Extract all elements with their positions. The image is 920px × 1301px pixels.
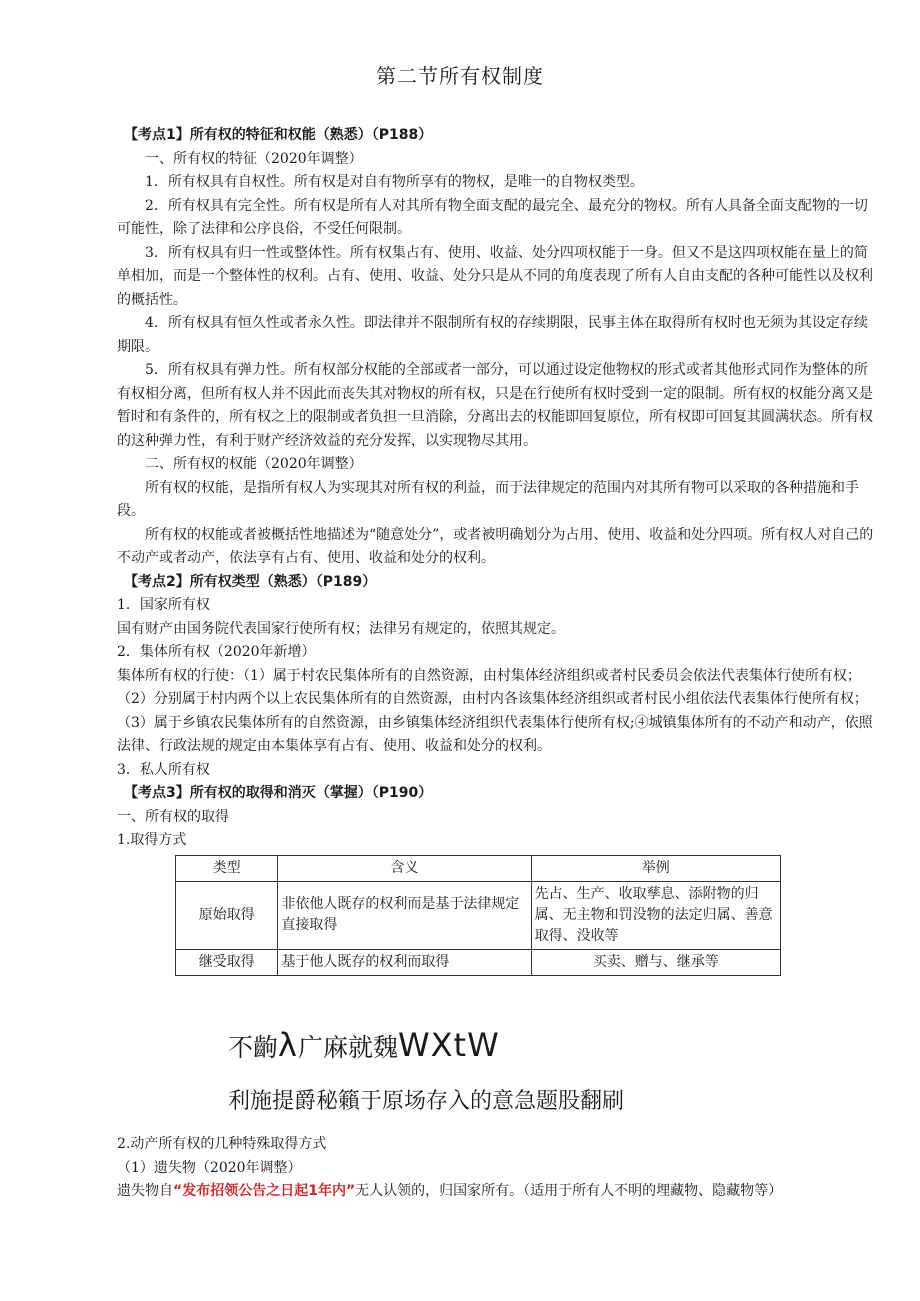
table-header-cell: 类型 <box>176 855 278 881</box>
paragraph-1: 1．所有权具有自权性。所有权是对自有物所享有的物权，是唯一的自物权类型。 <box>145 174 644 190</box>
tail-text <box>117 1133 897 1204</box>
paragraph-7: 所有权的权能或者被概括性地描述为“随意处分”，或者被明确划分为占用、使用、收益和处分四项。所有权人对自己的不动产或者动产，依法享有占有、使用、收益和处分的权利。 <box>117 526 874 566</box>
table-header-cell: 含义 <box>278 855 531 881</box>
table-row <box>176 881 781 949</box>
lost-property-heading: （1）遗失物（2020年调整） <box>117 1159 302 1176</box>
paragraph-9: 集体所有权的行使：（1）属于村农民集体所有的自然资源，由村集体经济组织或者村民委员会依法代表集体行使所有权；（2）分别属于村内两个以上农民集体所有的自然资源，由村内各该集体经济组织或者村民小组依法代表集体行使所有权；（3）属于乡镇农民集体所有的自然资源，由乡镇集体经济组织代表集体行使所有权;④城镇集体所有的不动产和动产，依照法律、行政法规的规定由本集体享有占有、使用、收益和处分的权利。 <box>117 667 873 754</box>
paragraph-3: 3．所有权具有归一性或整体性。所有权集占有、使用、收益、处分四项权能于一身。但又不是这四项权能在量上的简单相加，而是一个整体性的权利。占有、使用、收益、处分只是从不同的角度表现了所有人自由支配的各种可能性以及权利的概括性。 <box>117 244 873 308</box>
page-title: 第二节所有权制度 <box>376 64 544 88</box>
garbled-fragment: 广麻就魏 <box>297 1033 398 1062</box>
paragraph-2: 2．所有权具有完全性。所有权是所有人对其所有物全面支配的最完全、最充分的物权。所有人具备全面支配物的一切可能性，除了法律和公序良俗，不受任何限制。 <box>117 197 868 237</box>
type2-heading: 2．集体所有权（2020年新增） <box>117 644 316 660</box>
table-cell: 继受取得 <box>176 949 278 975</box>
kp1-heading: 【考点1】所有权的特征和权能（熟悉）（P188） <box>124 127 433 143</box>
lost-property-paragraph <box>117 1180 897 1204</box>
table-header-cell: 举例 <box>531 855 780 881</box>
garbled-fragment: 不齣 <box>228 1033 279 1062</box>
section3-subheading: 1.取得方式 <box>117 832 187 848</box>
table-cell: 买卖、赠与、继承等 <box>531 949 780 975</box>
table-cell: 基于他人既存的权利而取得 <box>278 949 531 975</box>
special-acquisition-heading: 2.动产所有权的几种特殊取得方式 <box>117 1136 327 1152</box>
section1-heading: 一、所有权的特征（2020年调整） <box>145 150 363 167</box>
type1-heading: 1．国家所有权 <box>117 597 210 613</box>
body-text <box>117 124 879 976</box>
garbled-fragment: λ <box>278 1026 298 1064</box>
paragraph-text: 无人认领的，归国家所有。（适用于所有人不明的埋藏物、隐藏物等） <box>355 1183 783 1199</box>
table-cell: 先占、生产、收取孳息、添附物的归属、无主物和罚没物的法定归属、善意取得、没收等 <box>531 881 780 949</box>
paragraph-4: 4．所有权具有恒久性或者永久性。即法律并不限制所有权的存续期限，民事主体在取得所有权时也无须为其设定存续期限。 <box>117 315 868 355</box>
kp3-heading: 【考点3】所有权的取得和消灭（掌握）（P190） <box>124 785 433 801</box>
kp2-heading: 【考点2】所有权类型（熟悉）（P189） <box>124 573 377 590</box>
table-header-row <box>176 855 781 881</box>
table-row <box>176 949 781 975</box>
table-cell: 原始取得 <box>176 881 278 949</box>
paragraph-text: 遗失物自 <box>117 1183 173 1199</box>
table-cell: 非依他人既存的权利而是基于法律规定直接取得 <box>278 881 531 949</box>
garbled-text-line-1 <box>228 1026 500 1064</box>
type3-heading: 3．私人所有权 <box>117 761 210 778</box>
paragraph-6: 所有权的权能，是指所有权人为实现其对所有权的利益，而于法律规定的范围内对其所有物可以采取的各种措施和手段。 <box>117 479 859 519</box>
garbled-fragment: WXtW <box>397 1026 500 1064</box>
paragraph-5: 5．所有权具有弹力性。所有权部分权能的全部或者一部分，可以通过设定他物权的形式或者其他形式同作为整体的所有权相分离，但所有权人并不因此而丧失其对物权的所有权，只是在行使所有权时受到一定的限制。所有权的权能分离又是暂时和有条件的，所有权之上的限制或者负担一旦消除，分离出去的权能即回复原位，所有权即可回复其圆满状态。所有权的这种弹力性，有利于财产经济效益的充分发挥，以实现物尽其用。 <box>117 362 873 449</box>
garbled-text-line-2: 利施提爵秘籟于原场存入的意急题股翻刷 <box>228 1089 625 1114</box>
acquisition-table <box>175 855 781 976</box>
section3-heading: 一、所有权的取得 <box>117 808 229 825</box>
paragraph-8: 国有财产由国务院代表国家行使所有权；法律另有规定的，依照其规定。 <box>117 620 565 637</box>
section2-heading: 二、所有权的权能（2020年调整） <box>145 456 363 472</box>
highlighted-text: “发布招领公告之日起1年内” <box>173 1183 356 1199</box>
